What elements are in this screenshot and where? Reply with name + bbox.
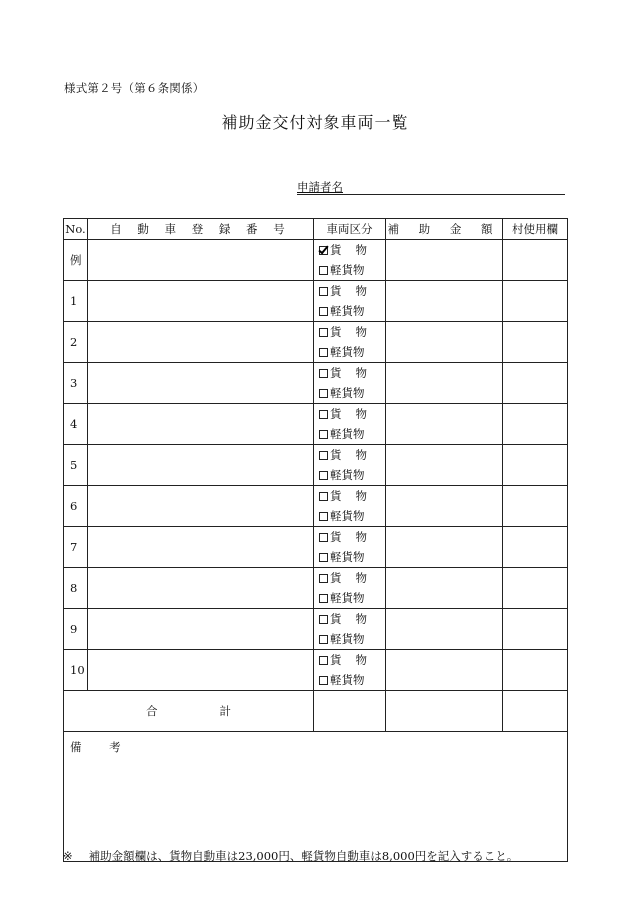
checkbox-icon[interactable]	[319, 533, 328, 542]
checkbox-icon[interactable]	[319, 635, 328, 644]
remarks-cell[interactable]	[64, 732, 568, 862]
cargo-label: 貨物	[330, 448, 381, 462]
total-row	[64, 691, 568, 732]
checkbox-icon[interactable]	[319, 430, 328, 439]
vehicle-type-cell	[314, 322, 386, 363]
vehicle-type-cell	[314, 568, 386, 609]
row-number: 9	[64, 609, 88, 650]
row-number: 10	[64, 650, 88, 691]
vehicle-type-cell	[314, 404, 386, 445]
total-label-part2: 計	[219, 704, 231, 718]
vehicle-type-light-cargo-option[interactable]	[319, 506, 385, 526]
footnote-mark: ※	[63, 849, 73, 863]
registration-number-cell[interactable]	[88, 445, 314, 486]
village-use-cell	[503, 609, 568, 650]
form-number: 様式第２号（第６条関係）	[64, 81, 205, 95]
table-row	[64, 363, 568, 404]
registration-number-cell[interactable]	[88, 363, 314, 404]
light-cargo-label: 軽貨物	[330, 263, 365, 277]
vehicle-type-cell	[314, 650, 386, 691]
checkbox-icon[interactable]	[319, 615, 328, 624]
light-cargo-label: 軽貨物	[330, 509, 365, 523]
footnote-text: 補助金額欄は、貨物自動車は23,000円、軽貨物自動車は8,000円を記入すること。	[88, 849, 519, 863]
vehicle-type-cargo-option[interactable]	[319, 363, 385, 383]
row-number: 8	[64, 568, 88, 609]
checkbox-icon[interactable]	[319, 451, 328, 460]
checkbox-icon[interactable]	[319, 656, 328, 665]
document-title: 補助金交付対象車両一覧	[221, 113, 409, 132]
cargo-label: 貨物	[330, 489, 381, 503]
cargo-label: 貨物	[330, 407, 381, 421]
registration-number-cell[interactable]	[88, 609, 314, 650]
vehicle-type-light-cargo-option[interactable]	[319, 424, 385, 444]
village-use-cell	[503, 404, 568, 445]
table-row	[64, 404, 568, 445]
light-cargo-label: 軽貨物	[330, 386, 365, 400]
vehicle-type-cell	[314, 363, 386, 404]
village-use-cell	[503, 568, 568, 609]
total-vehicle-type-cell	[314, 691, 386, 732]
subsidy-amount-cell[interactable]	[386, 609, 503, 650]
registration-number-cell[interactable]	[88, 486, 314, 527]
table-row	[64, 609, 568, 650]
vehicle-type-cell	[314, 445, 386, 486]
remarks-row	[64, 732, 568, 862]
checkbox-icon[interactable]	[319, 307, 328, 316]
checkbox-icon[interactable]	[319, 492, 328, 501]
vehicle-type-cell	[314, 527, 386, 568]
vehicle-type-cargo-option[interactable]	[319, 609, 385, 629]
table-row	[64, 281, 568, 322]
light-cargo-label: 軽貨物	[330, 468, 365, 482]
footnote	[63, 848, 518, 864]
village-use-cell	[503, 445, 568, 486]
vehicle-type-light-cargo-option[interactable]	[319, 670, 385, 690]
registration-number-cell[interactable]	[88, 650, 314, 691]
village-use-cell	[503, 650, 568, 691]
checkbox-icon[interactable]	[319, 348, 328, 357]
vehicle-type-light-cargo-option[interactable]	[319, 260, 385, 280]
table-row	[64, 568, 568, 609]
vehicle-type-cargo-option[interactable]	[319, 527, 385, 547]
checkbox-icon[interactable]	[319, 676, 328, 685]
table-row	[64, 527, 568, 568]
light-cargo-label: 軽貨物	[330, 632, 365, 646]
vehicle-type-light-cargo-option[interactable]	[319, 629, 385, 649]
vehicle-type-light-cargo-option[interactable]	[319, 342, 385, 362]
header-no: No.	[64, 219, 88, 240]
cargo-label: 貨物	[330, 653, 381, 667]
registration-number-cell[interactable]	[88, 404, 314, 445]
cargo-label: 貨物	[330, 571, 381, 585]
subsidy-amount-cell[interactable]	[386, 650, 503, 691]
table-row	[64, 240, 568, 281]
vehicle-type-cargo-option[interactable]	[319, 281, 385, 301]
subsidy-amount-cell[interactable]	[386, 486, 503, 527]
vehicle-type-light-cargo-option[interactable]	[319, 301, 385, 321]
light-cargo-label: 軽貨物	[330, 345, 365, 359]
cargo-label: 貨物	[330, 366, 381, 380]
header-registration-number: 自 動 車 登 録 番 号	[88, 219, 314, 240]
light-cargo-label: 軽貨物	[330, 304, 365, 318]
remarks-label: 備 考	[70, 740, 133, 754]
village-use-cell	[503, 240, 568, 281]
registration-number-cell[interactable]	[88, 568, 314, 609]
vehicle-type-cell	[314, 281, 386, 322]
vehicle-type-cargo-option[interactable]	[319, 404, 385, 424]
registration-number-cell[interactable]	[88, 527, 314, 568]
total-label-part1: 合	[146, 704, 158, 718]
registration-number-cell[interactable]	[88, 240, 314, 281]
light-cargo-label: 軽貨物	[330, 550, 365, 564]
table-header-row	[64, 219, 568, 240]
village-use-cell	[503, 363, 568, 404]
vehicle-type-cell	[314, 240, 386, 281]
applicant-name-label: 申請者名	[297, 180, 343, 194]
checkbox-icon[interactable]	[319, 328, 328, 337]
subsidy-amount-cell[interactable]	[386, 568, 503, 609]
total-label	[64, 691, 314, 732]
row-number: 3	[64, 363, 88, 404]
subsidy-amount-cell[interactable]	[386, 445, 503, 486]
checkbox-icon[interactable]	[319, 574, 328, 583]
vehicle-type-light-cargo-option[interactable]	[319, 465, 385, 485]
header-vehicle-type: 車両区分	[314, 219, 386, 240]
row-number: 7	[64, 527, 88, 568]
vehicle-type-light-cargo-option[interactable]	[319, 383, 385, 403]
subsidy-amount-cell[interactable]	[386, 527, 503, 568]
vehicle-type-cell	[314, 486, 386, 527]
total-amount-cell[interactable]	[386, 691, 503, 732]
vehicle-type-cargo-option[interactable]	[319, 650, 385, 670]
table-row	[64, 445, 568, 486]
cargo-label: 貨物	[330, 243, 381, 257]
row-number: 例	[64, 240, 88, 281]
vehicle-type-light-cargo-option[interactable]	[319, 547, 385, 567]
checkbox-icon[interactable]	[319, 553, 328, 562]
light-cargo-label: 軽貨物	[330, 673, 365, 687]
subsidy-amount-cell[interactable]	[386, 322, 503, 363]
checkbox-icon[interactable]	[319, 594, 328, 603]
checkbox-icon[interactable]	[319, 512, 328, 521]
village-use-cell	[503, 527, 568, 568]
cargo-label: 貨物	[330, 530, 381, 544]
checkbox-icon[interactable]	[319, 287, 328, 296]
vehicle-type-cargo-option[interactable]	[319, 486, 385, 506]
vehicle-type-cargo-option[interactable]	[319, 445, 385, 465]
cargo-label: 貨物	[330, 325, 381, 339]
total-village-use-cell	[503, 691, 568, 732]
subsidy-amount-cell[interactable]	[386, 404, 503, 445]
row-number: 2	[64, 322, 88, 363]
checkbox-icon[interactable]	[319, 369, 328, 378]
row-number: 1	[64, 281, 88, 322]
vehicle-type-light-cargo-option[interactable]	[319, 588, 385, 608]
registration-number-cell[interactable]	[88, 281, 314, 322]
checkbox-icon[interactable]	[319, 471, 328, 480]
village-use-cell	[503, 281, 568, 322]
table-row	[64, 650, 568, 691]
cargo-label: 貨物	[330, 612, 381, 626]
table-row	[64, 322, 568, 363]
vehicle-type-cargo-option[interactable]	[319, 568, 385, 588]
checkbox-icon[interactable]	[319, 266, 328, 275]
vehicle-type-cell	[314, 609, 386, 650]
village-use-cell	[503, 486, 568, 527]
subsidy-amount-cell[interactable]	[386, 363, 503, 404]
vehicle-type-cargo-option[interactable]	[319, 240, 385, 260]
table-row	[64, 486, 568, 527]
light-cargo-label: 軽貨物	[330, 591, 365, 605]
checked-checkbox-icon[interactable]	[319, 246, 328, 255]
applicant-name-field[interactable]	[297, 182, 565, 195]
row-number: 4	[64, 404, 88, 445]
header-village-use: 村使用欄	[503, 219, 568, 240]
registration-number-cell[interactable]	[88, 322, 314, 363]
cargo-label: 貨物	[330, 284, 381, 298]
row-number: 5	[64, 445, 88, 486]
subsidy-amount-cell[interactable]	[386, 240, 503, 281]
header-subsidy-amount: 補 助 金 額	[386, 219, 503, 240]
vehicle-type-cargo-option[interactable]	[319, 322, 385, 342]
checkbox-icon[interactable]	[319, 389, 328, 398]
light-cargo-label: 軽貨物	[330, 427, 365, 441]
village-use-cell	[503, 322, 568, 363]
subsidy-amount-cell[interactable]	[386, 281, 503, 322]
checkbox-icon[interactable]	[319, 410, 328, 419]
vehicle-list-table	[63, 218, 568, 862]
row-number: 6	[64, 486, 88, 527]
